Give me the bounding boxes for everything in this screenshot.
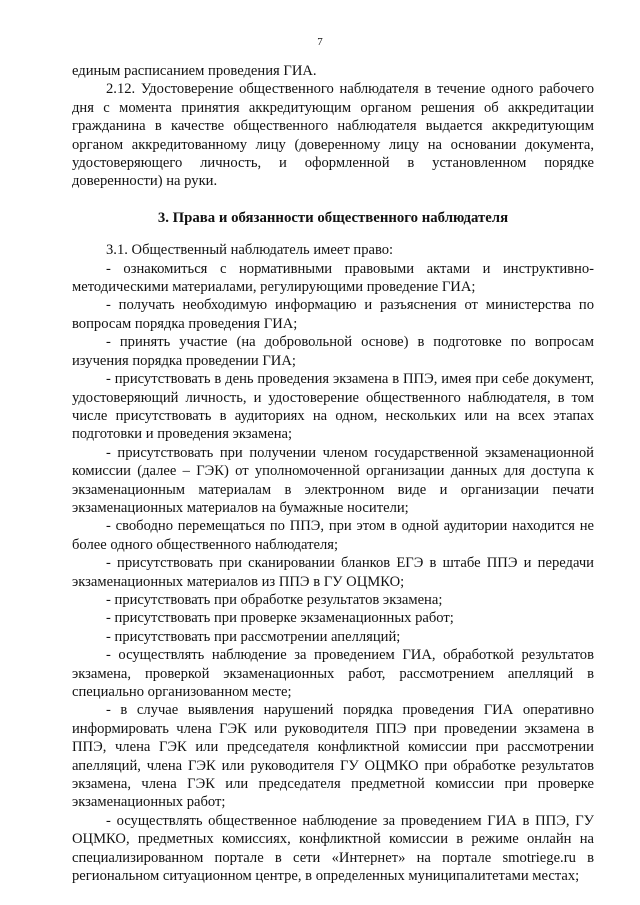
paragraph-continuation: единым расписанием проведения ГИА. bbox=[72, 63, 317, 79]
rights-item: - свободно перемещаться по ППЭ, при этом в одной аудитории находится не более одного общественного наблюдателя; bbox=[72, 518, 594, 553]
rights-item: - осуществлять наблюдение за проведением ГИА, обработкой результатов экзамена, проверкой экзаменационных работ, рассмотрением апелляций в специально организованном месте; bbox=[72, 647, 594, 700]
rights-item: - ознакомиться с нормативными правовыми актами и инструктивно-методическими материалами, регулирующими проведение ГИА; bbox=[72, 260, 594, 296]
rights-item: - получать необходимую информацию и разъяснения от министерства по вопросам порядка проведения ГИА; bbox=[72, 297, 594, 332]
rights-item: - в случае выявления нарушений порядка проведения ГИА оперативно информировать члена ГЭК или руководителя ППЭ при проведении экзамена в ППЭ, члена ГЭК или председателя конфликтной комиссии при рассмотрении апелляций, члена ГЭК или руководителя ГУ ОЦМКО при обработке результатов экзамена, члена ГЭК или председателя предметной комиссии при проверке экзаменационных работ; bbox=[72, 702, 594, 811]
rights-item: - присутствовать в день проведения экзамена в ППЭ, имея при себе документ, удостоверяющий личность, и удостоверение общественного наблюдателя, в том числе присутствовать в аудиториях на одном, нескольких или на всех этапах подготовки и проведения экзамена; bbox=[72, 371, 594, 443]
rights-item: - присутствовать при сканировании бланков ЕГЭ в штабе ППЭ и передачи экзаменационных материалов из ППЭ в ГУ ОЦМКО; bbox=[72, 555, 594, 590]
rights-item: - принять участие (на добровольной основе) в подготовке по вопросам изучения порядка проведении ГИА; bbox=[72, 334, 594, 369]
document-body bbox=[72, 62, 594, 885]
rights-item: - присутствовать при обработке результатов экзамена; bbox=[106, 591, 443, 608]
section-heading: 3. Права и обязанности общественного наблюдателя bbox=[157, 209, 509, 226]
rights-item: - присутствовать при проверке экзаменационных работ; bbox=[106, 610, 454, 627]
rights-item: - осуществлять общественное наблюдение за проведением ГИА в ППЭ, ГУ ОЦМКО, предметных комиссиях, конфликтной комиссии в режиме онлайн на специализированном портале в сети «Интернет» на портале smotriege.ru в региональном ситуационном центре, в определенных муниципалитетами местах; bbox=[72, 812, 594, 885]
rights-intro: 3.1. Общественный наблюдатель имеет право: bbox=[106, 242, 394, 259]
page-number: 7 bbox=[317, 36, 323, 48]
paragraph-2-12: 2.12. Удостоверение общественного наблюдателя в течение одного рабочего дня с момента принятия аккредитующим органом решения об аккредитации гражданина в качестве общественного наблюдателя выдается аккредитующим органом аккредитованному лицу (доверенному лицу на основании документа, удостоверяющего личность, и оформленной в установленном порядке доверенности) на руки. bbox=[72, 81, 594, 190]
rights-item: - присутствовать при рассмотрении апелляций; bbox=[106, 628, 401, 645]
rights-item: - присутствовать при получении членом государственной экзаменационной комиссии (далее – ГЭК) от уполномоченной организации данных для доступа к экзаменационным материалам в электронном виде и организации печати экзаменационных материалов на бумажные носители; bbox=[72, 444, 594, 516]
